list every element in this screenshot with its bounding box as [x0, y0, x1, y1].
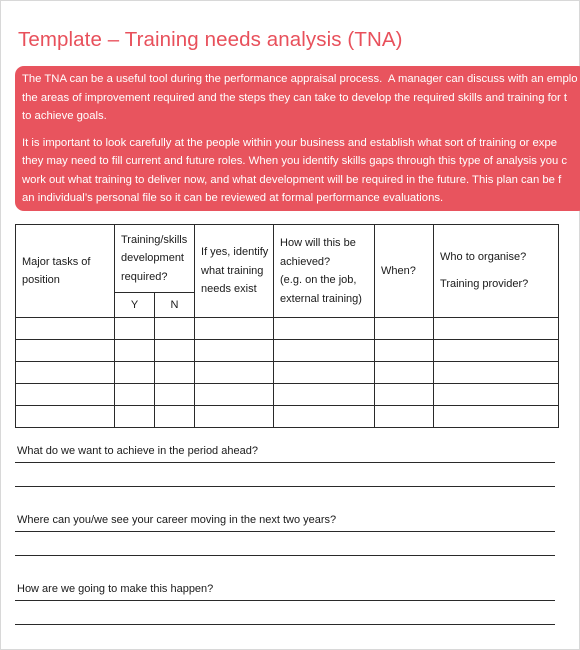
header-if-yes: If yes, identify what training needs exist [195, 225, 274, 318]
table-row [16, 362, 559, 384]
table-header-row [16, 225, 559, 293]
answer-line[interactable] [15, 531, 555, 532]
intro-line: to achieve goals. [22, 110, 107, 122]
intro-line: The TNA can be a useful tool during the performance appraisal process. A manager can discuss with an emplo [22, 73, 578, 85]
answer-line[interactable] [15, 624, 555, 625]
table-row [16, 340, 559, 362]
question-achieve-label: What do we want to achieve in the period ahead? [17, 445, 258, 457]
answer-line[interactable] [15, 600, 555, 601]
header-when: When? [375, 225, 434, 318]
answer-line[interactable] [15, 555, 555, 556]
table-row [16, 318, 559, 340]
tna-table [15, 224, 559, 428]
header-no: N [155, 293, 195, 318]
table-row [16, 384, 559, 406]
intro-line: an individual’s personal file so it can be reviewed at formal performance evaluations. [22, 192, 444, 204]
header-how-achieved: How will this be achieved? (e.g. on the job, external training) [274, 225, 375, 318]
intro-banner [15, 66, 580, 211]
header-yes: Y [115, 293, 155, 318]
answer-line[interactable] [15, 462, 555, 463]
question-happen-label: How are we going to make this happen? [17, 583, 214, 595]
intro-paragraph-1 [15, 66, 580, 126]
intro-line: the areas of improvement required and the steps they can take to develop the required skills and training for t [22, 91, 568, 104]
header-training-required: Training/skills development required? [115, 225, 195, 293]
intro-line: It is important to look carefully at the people within your business and establish what sort of training or expe [22, 136, 558, 149]
table-row [16, 406, 559, 428]
intro-paragraph-2 [15, 126, 580, 208]
answer-line[interactable] [15, 486, 555, 487]
header-who-organise: Who to organise? Training provider? [434, 225, 559, 318]
page-title: Template – Training needs analysis (TNA) [18, 28, 403, 51]
question-career-label: Where can you/we see your career moving in the next two years? [17, 514, 337, 526]
intro-line: work out what training to deliver now, and what development will be required in the future. This plan can be f [22, 173, 562, 186]
intro-line: they may need to fill current and future roles. When you identify skills gaps through this type of analysis you c [22, 155, 568, 167]
header-major-tasks: Major tasks of position [16, 225, 115, 318]
